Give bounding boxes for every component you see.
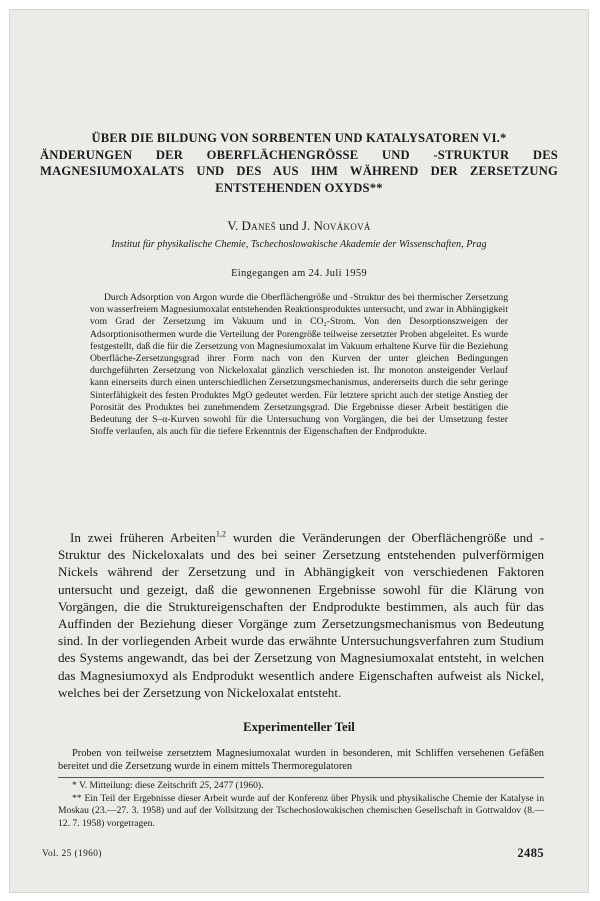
author-1-surname: Daneš (241, 218, 276, 233)
introduction-paragraph (58, 529, 544, 701)
section-heading: Experimenteller Teil (243, 720, 355, 734)
journal-page (10, 10, 588, 892)
title-line-2: ÄNDERUNGEN DER OBERFLÄCHENGRÖSSE UND -STRUKTUR DES (40, 147, 558, 162)
footnote-divider (58, 777, 544, 778)
footnotes (58, 780, 544, 830)
footnote-1-volume: 25 (199, 780, 210, 791)
footnote-1-text-b: , 2477 (1960). (209, 780, 264, 791)
title-line-4: ENTSTEHENDEN OXYDS** (215, 180, 383, 195)
page-number: 2485 (517, 846, 544, 860)
author-line (10, 218, 588, 234)
footnote-2-text: Ein Teil der Ergebnisse dieser Arbeit wurde auf der Konferenz über Physik und physikalische Chemie der Katalyse in Moskau (23.—27. 3. 1958) und auf der Vollsitzung der Tschechoslowakischen chemischen Gesellschaft in Gottwaldov (8.—12. 7. 1958) vorgetragen. (58, 792, 544, 829)
author-2-surname: Nováková (313, 218, 371, 233)
intro-text-start: In zwei früheren Arbeiten (70, 530, 216, 545)
footnote-1-text-a: V. Mitteilung: diese Zeitschrift (79, 780, 200, 791)
abstract: Durch Adsorption von Argon wurde die Oberflächengröße und -Struktur des bei thermischer Zersetzung von wasserfreiem Magnesiumoxalat entstehenden Reaktionsproduktes untersucht, und zwar in Abhängigkeit vom Grad der Zersetzung im Vakuum und in CO₂-Strom. Von den Desorptionszweigen der Adsorptionisothermen wurde die Verteilung der Porengröße teilweise zersetzter Proben abgeleitet. Es wurde festgestellt, daß die für die Zersetzung von Magnesiumoxalat im Vakuum erhaltene Kurve für die Beziehung Oberfläche-Zersetzungsgrad ihrer Form nach von den Kurven der unter gleichen Bedingungen durchgeführten Zersetzung von Nickeloxalat gänzlich verschieden ist. Ihr monoton ansteigender Verlauf kann einerseits durch einen unterschiedlichen Zersetzungsmechanismus, andererseits durch die sehr geringe Sinterfähigkeit des festen Produktes MgO gedeutet werden. Für letztere spricht auch der stetige Anstieg der Porosität des Produktes bei zunehmendem Zersetzungsgrad. Die Ergebnisse dieser Arbeit bestätigen die Bedeutung der S–α-Kurven sowohl für die Untersuchung von Vorgängen, die bei der Umsetzung fester Stoffe verlaufen, als auch für die tiefere Erkenntnis der Eigenschaften der Endprodukte. (90, 292, 508, 438)
footnote-2-mark: ** (72, 792, 82, 804)
intro-text-rest: wurden die Veränderungen der Oberflächengröße und -Struktur des Nickeloxalats und des bei seiner Zersetzung entstehenden pulverförmigen Nickels während der Zersetzung und in Abhängigkeit von verschiedenen Faktoren untersucht und gezeigt, daß die gewonnenen Ergebnisse sowohl für die Klärung von Vorgängen, die die Struktureigenschaften der Endprodukte bestimmen, als auch für das Auffinden der Beziehung dieser Vorgänge zum Zersetzungsmechanismus von Bedeutung sind. In der vorliegenden Arbeit wurde das erwähnte Untersuchungsverfahren zum Studium des Systems angewandt, das bei der Zersetzung von Magnesiumoxalat entsteht, in welchen das Magnesiumoxyd als Endprodukt wesentlich andere Eigenschaften aufweist als Nickel, welches bei der Zersetzung von Nickeloxalat entsteht. (58, 530, 544, 700)
footnote-1 (58, 780, 544, 793)
author-conjunction: und (279, 218, 299, 233)
received-date: Eingegangen am 24. Juli 1959 (231, 268, 367, 279)
author-2-initial: J. (301, 218, 311, 233)
title-line-3: MAGNESIUMOXALATS UND DES AUS IHM WÄHREND DER ZERSETZUNG (40, 164, 558, 178)
footnote-1-mark: * (72, 780, 77, 791)
title-line-1: ÜBER DIE BILDUNG VON SORBENTEN UND KATALYSATOREN VI.* (91, 131, 507, 145)
author-1-initial: V. (227, 218, 239, 233)
section-paragraph: Proben von teilweise zersetztem Magnesiumoxalat wurden in besonderen, mit Schliffen versehenen Gefäßen bereitet und die Zersetzung wurde in einem mittels Thermoregulatoren (58, 748, 544, 773)
affiliation: Institut für physikalische Chemie, Tschechoslowakische Akademie der Wissenschaften, Prag (111, 239, 487, 250)
footnote-2 (58, 793, 544, 831)
reference-marks: 1,2 (215, 529, 226, 539)
article-title (40, 130, 558, 196)
volume-info: Vol. 25 (1960) (42, 849, 102, 859)
